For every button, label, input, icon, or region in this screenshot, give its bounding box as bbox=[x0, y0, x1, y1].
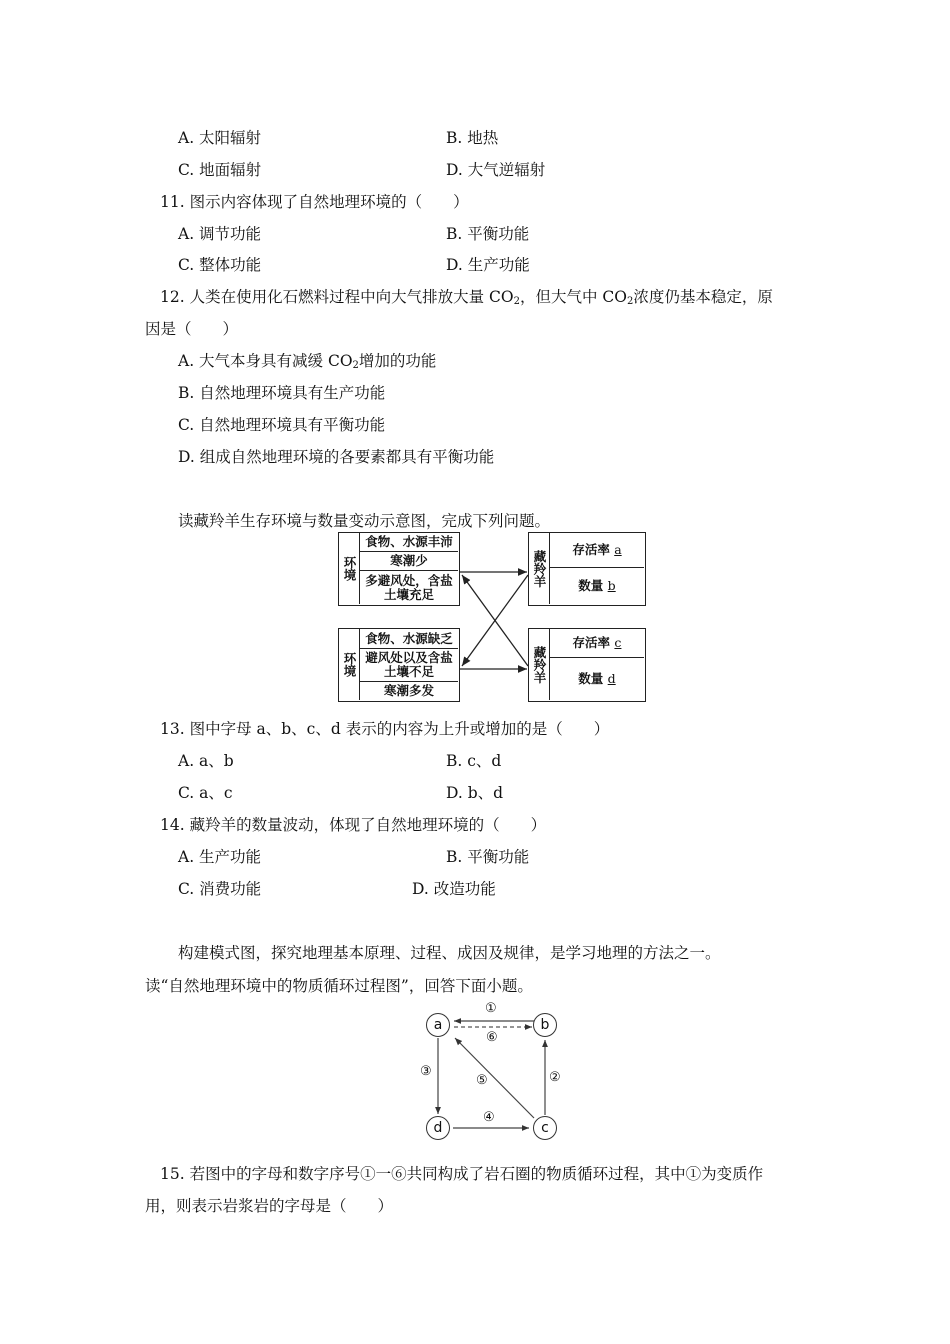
antelope-label: 藏羚羊 bbox=[529, 533, 550, 604]
node-d: d bbox=[426, 1116, 450, 1140]
arrow-label-2: ② bbox=[549, 1070, 561, 1085]
q10-option-d[interactable]: D. 大气逆辐射 bbox=[446, 161, 546, 179]
node-a: a bbox=[426, 1013, 450, 1037]
survival-rate-label: 存活率 bbox=[572, 635, 611, 650]
blank-a: a bbox=[614, 542, 622, 557]
q15-stem-line2: 用，则表示岩浆岩的字母是（ ） bbox=[145, 1197, 394, 1215]
option-text: A. 大气本身具有减缓 CO bbox=[178, 352, 353, 370]
blank-d: d bbox=[607, 671, 616, 686]
q14-option-d[interactable]: D. 改造功能 bbox=[412, 880, 496, 898]
env-item: 食物、水源丰沛 bbox=[360, 533, 458, 552]
survival-rate-label: 存活率 bbox=[572, 542, 610, 557]
q13-option-a[interactable]: A. a、b bbox=[178, 752, 234, 770]
env-label: 环境 bbox=[339, 533, 360, 604]
subscript: 2 bbox=[513, 296, 520, 307]
q14-option-c[interactable]: C. 消费功能 bbox=[178, 880, 262, 898]
q15-stem-line1: 15. 若图中的字母和数字序号①一⑥共同构成了岩石圈的物质循环过程，其中①为变质作 bbox=[160, 1165, 764, 1183]
q12-stem-line2: 因是（ ） bbox=[145, 320, 239, 338]
intro-diagram2-line1: 构建模式图，探究地理基本原理、过程、成因及规律，是学习地理的方法之一。 bbox=[178, 944, 721, 962]
q11-option-d[interactable]: D. 生产功能 bbox=[446, 256, 530, 274]
env-item: 多避风处，含盐土壤充足 bbox=[365, 572, 453, 602]
q13-option-d[interactable]: D. b、d bbox=[446, 784, 504, 802]
quantity-label: 数量 bbox=[578, 671, 604, 686]
node-b: b bbox=[533, 1013, 557, 1037]
q13-option-b[interactable]: B. c、d bbox=[446, 752, 502, 770]
q10-option-a[interactable]: A. 太阳辐射 bbox=[178, 129, 262, 147]
arrow-label-5: ⑤ bbox=[476, 1073, 488, 1088]
arrow-label-6: ⑥ bbox=[486, 1030, 498, 1045]
env-item: 寒潮多发 bbox=[383, 683, 434, 698]
q10-option-b[interactable]: B. 地热 bbox=[446, 129, 499, 147]
subscript: 2 bbox=[626, 296, 634, 307]
q11-stem: 11. 图示内容体现了自然地理环境的（ ） bbox=[160, 193, 469, 211]
arrow-label-1: ① bbox=[485, 1001, 497, 1016]
env-label: 环境 bbox=[339, 629, 360, 700]
q12-text: ，但大气中 CO bbox=[519, 288, 627, 306]
option-text: 增加的功能 bbox=[358, 352, 437, 370]
subscript: 2 bbox=[352, 360, 359, 371]
blank-b: b bbox=[607, 578, 616, 593]
q13-option-c[interactable]: C. a、c bbox=[178, 784, 233, 802]
blank-c: c bbox=[614, 635, 622, 650]
q12-option-d[interactable]: D. 组成自然地理环境的各要素都具有平衡功能 bbox=[178, 448, 495, 466]
quantity-label: 数量 bbox=[578, 578, 604, 593]
env-item: 寒潮少 bbox=[360, 552, 458, 571]
q12-option-c[interactable]: C. 自然地理环境具有平衡功能 bbox=[178, 416, 386, 434]
node-c: c bbox=[533, 1116, 557, 1140]
q10-option-c[interactable]: C. 地面辐射 bbox=[178, 161, 262, 179]
q12-text: 浓度仍基本稳定，原 bbox=[633, 288, 773, 306]
intro-diagram2-line2: 读“自然地理环境中的物质循环过程图”，回答下面小题。 bbox=[145, 977, 533, 995]
q13-stem: 13. 图中字母 a、b、c、d 表示的内容为上升或增加的是（ ） bbox=[160, 720, 610, 738]
q11-option-b[interactable]: B. 平衡功能 bbox=[446, 225, 530, 243]
q11-option-c[interactable]: C. 整体功能 bbox=[178, 256, 262, 274]
env-item: 食物、水源缺乏 bbox=[360, 629, 458, 649]
arrow-label-3: ③ bbox=[420, 1064, 432, 1079]
q14-option-a[interactable]: A. 生产功能 bbox=[178, 848, 262, 866]
q12-option-b[interactable]: B. 自然地理环境具有生产功能 bbox=[178, 384, 386, 402]
q14-option-b[interactable]: B. 平衡功能 bbox=[446, 848, 530, 866]
arrow-label-4: ④ bbox=[483, 1110, 495, 1125]
env-item: 避风处以及含盐土壤不足 bbox=[360, 649, 458, 682]
q14-stem: 14. 藏羚羊的数量波动，体现了自然地理环境的（ ） bbox=[160, 816, 547, 834]
q12-text: 12. 人类在使用化石燃料过程中向大气排放大量 CO bbox=[160, 288, 514, 306]
intro-diagram1: 读藏羚羊生存环境与数量变动示意图，完成下列问题。 bbox=[178, 512, 551, 530]
q11-option-a[interactable]: A. 调节功能 bbox=[178, 225, 262, 243]
antelope-label: 藏羚羊 bbox=[529, 629, 550, 700]
